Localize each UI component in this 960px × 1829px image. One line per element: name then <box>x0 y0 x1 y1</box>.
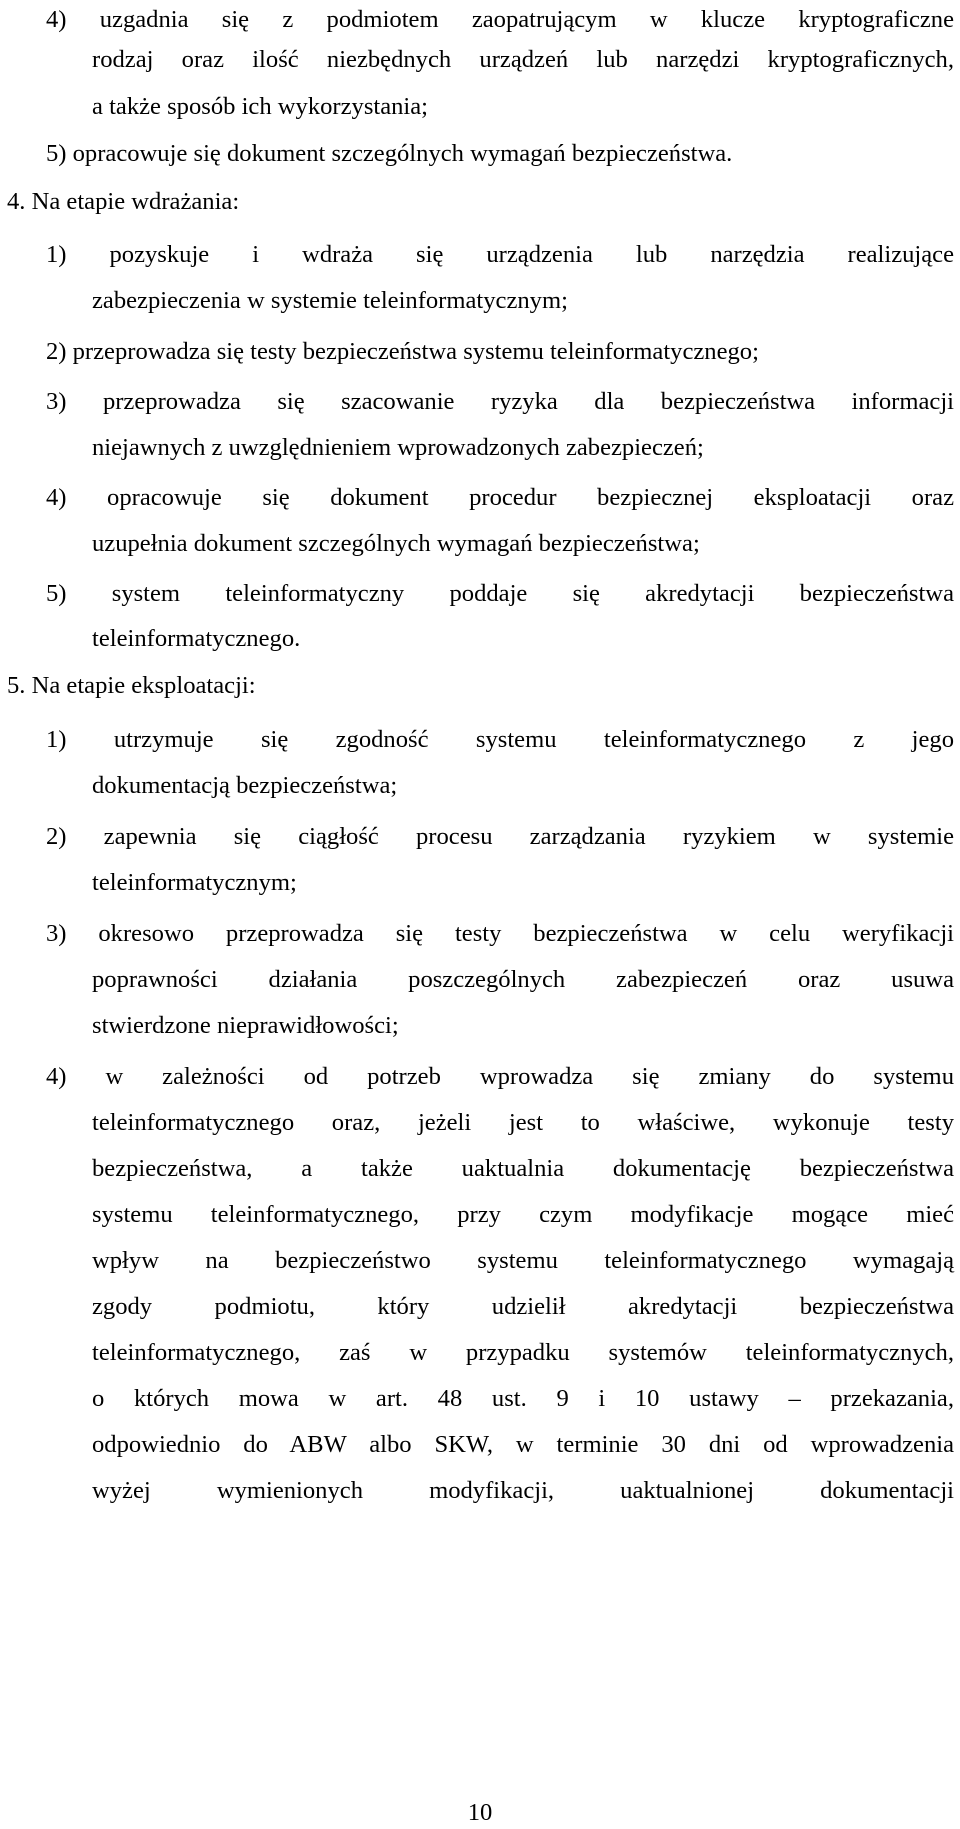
text-line: niejawnych z uwzględnieniem wprowadzonych zabezpieczeń; <box>92 434 704 461</box>
section-heading: 4. Na etapie wdrażania: <box>7 188 240 215</box>
text-line: 4) uzgadnia się z podmiotem zaopatrującym w klucze kryptograficzne <box>46 6 954 33</box>
section-heading: 5. Na etapie eksploatacji: <box>7 672 256 699</box>
text-line: o których mowa w art. 48 ust. 9 i 10 ustawy – przekazania, <box>92 1385 954 1412</box>
text-line: 2) zapewnia się ciągłość procesu zarządzania ryzykiem w systemie <box>46 823 954 850</box>
text-line: 1) pozyskuje i wdraża się urządzenia lub narzędzia realizujące <box>46 241 954 268</box>
text-line: teleinformatycznego, zaś w przypadku systemów teleinformatycznych, <box>92 1339 954 1366</box>
text-line: teleinformatycznym; <box>92 869 297 896</box>
text-line: 2) przeprowadza się testy bezpieczeństwa systemu teleinformatycznego; <box>46 338 759 365</box>
text-line: 3) przeprowadza się szacowanie ryzyka dla bezpieczeństwa informacji <box>46 388 954 415</box>
text-line: stwierdzone nieprawidłowości; <box>92 1012 399 1039</box>
text-line: teleinformatycznego oraz, jeżeli jest to właściwe, wykonuje testy <box>92 1109 954 1136</box>
text-line: zgody podmiotu, który udzielił akredytacji bezpieczeństwa <box>92 1293 954 1320</box>
text-line: odpowiednio do ABW albo SKW, w terminie 30 dni od wprowadzenia <box>92 1431 954 1458</box>
text-line: 3) okresowo przeprowadza się testy bezpieczeństwa w celu weryfikacji <box>46 920 954 947</box>
text-line: teleinformatycznego. <box>92 625 301 652</box>
text-line: wyżej wymienionych modyfikacji, uaktualnionej dokumentacji <box>92 1477 954 1504</box>
text-line: 5) system teleinformatyczny poddaje się akredytacji bezpieczeństwa <box>46 580 954 607</box>
text-line: 1) utrzymuje się zgodność systemu teleinformatycznego z jego <box>46 726 954 753</box>
text-line: 4) opracowuje się dokument procedur bezpiecznej eksploatacji oraz <box>46 484 954 511</box>
text-line: bezpieczeństwa, a także uaktualnia dokumentację bezpieczeństwa <box>92 1155 954 1182</box>
text-line: 5) opracowuje się dokument szczególnych wymagań bezpieczeństwa. <box>46 140 733 167</box>
text-line: zabezpieczenia w systemie teleinformatycznym; <box>92 287 568 314</box>
text-line: uzupełnia dokument szczególnych wymagań bezpieczeństwa; <box>92 530 700 557</box>
text-line: dokumentacją bezpieczeństwa; <box>92 772 398 799</box>
text-line: 4) w zależności od potrzeb wprowadza się zmiany do systemu <box>46 1063 954 1090</box>
text-line: a także sposób ich wykorzystania; <box>92 93 429 120</box>
text-line: rodzaj oraz ilość niezbędnych urządzeń lub narzędzi kryptograficznych, <box>92 46 954 73</box>
text-line: wpływ na bezpieczeństwo systemu teleinformatycznego wymagają <box>92 1247 954 1274</box>
page-number: 10 <box>467 1799 493 1826</box>
text-line: poprawności działania poszczególnych zabezpieczeń oraz usuwa <box>92 966 954 993</box>
text-line: systemu teleinformatycznego, przy czym modyfikacje mogące mieć <box>92 1201 954 1228</box>
